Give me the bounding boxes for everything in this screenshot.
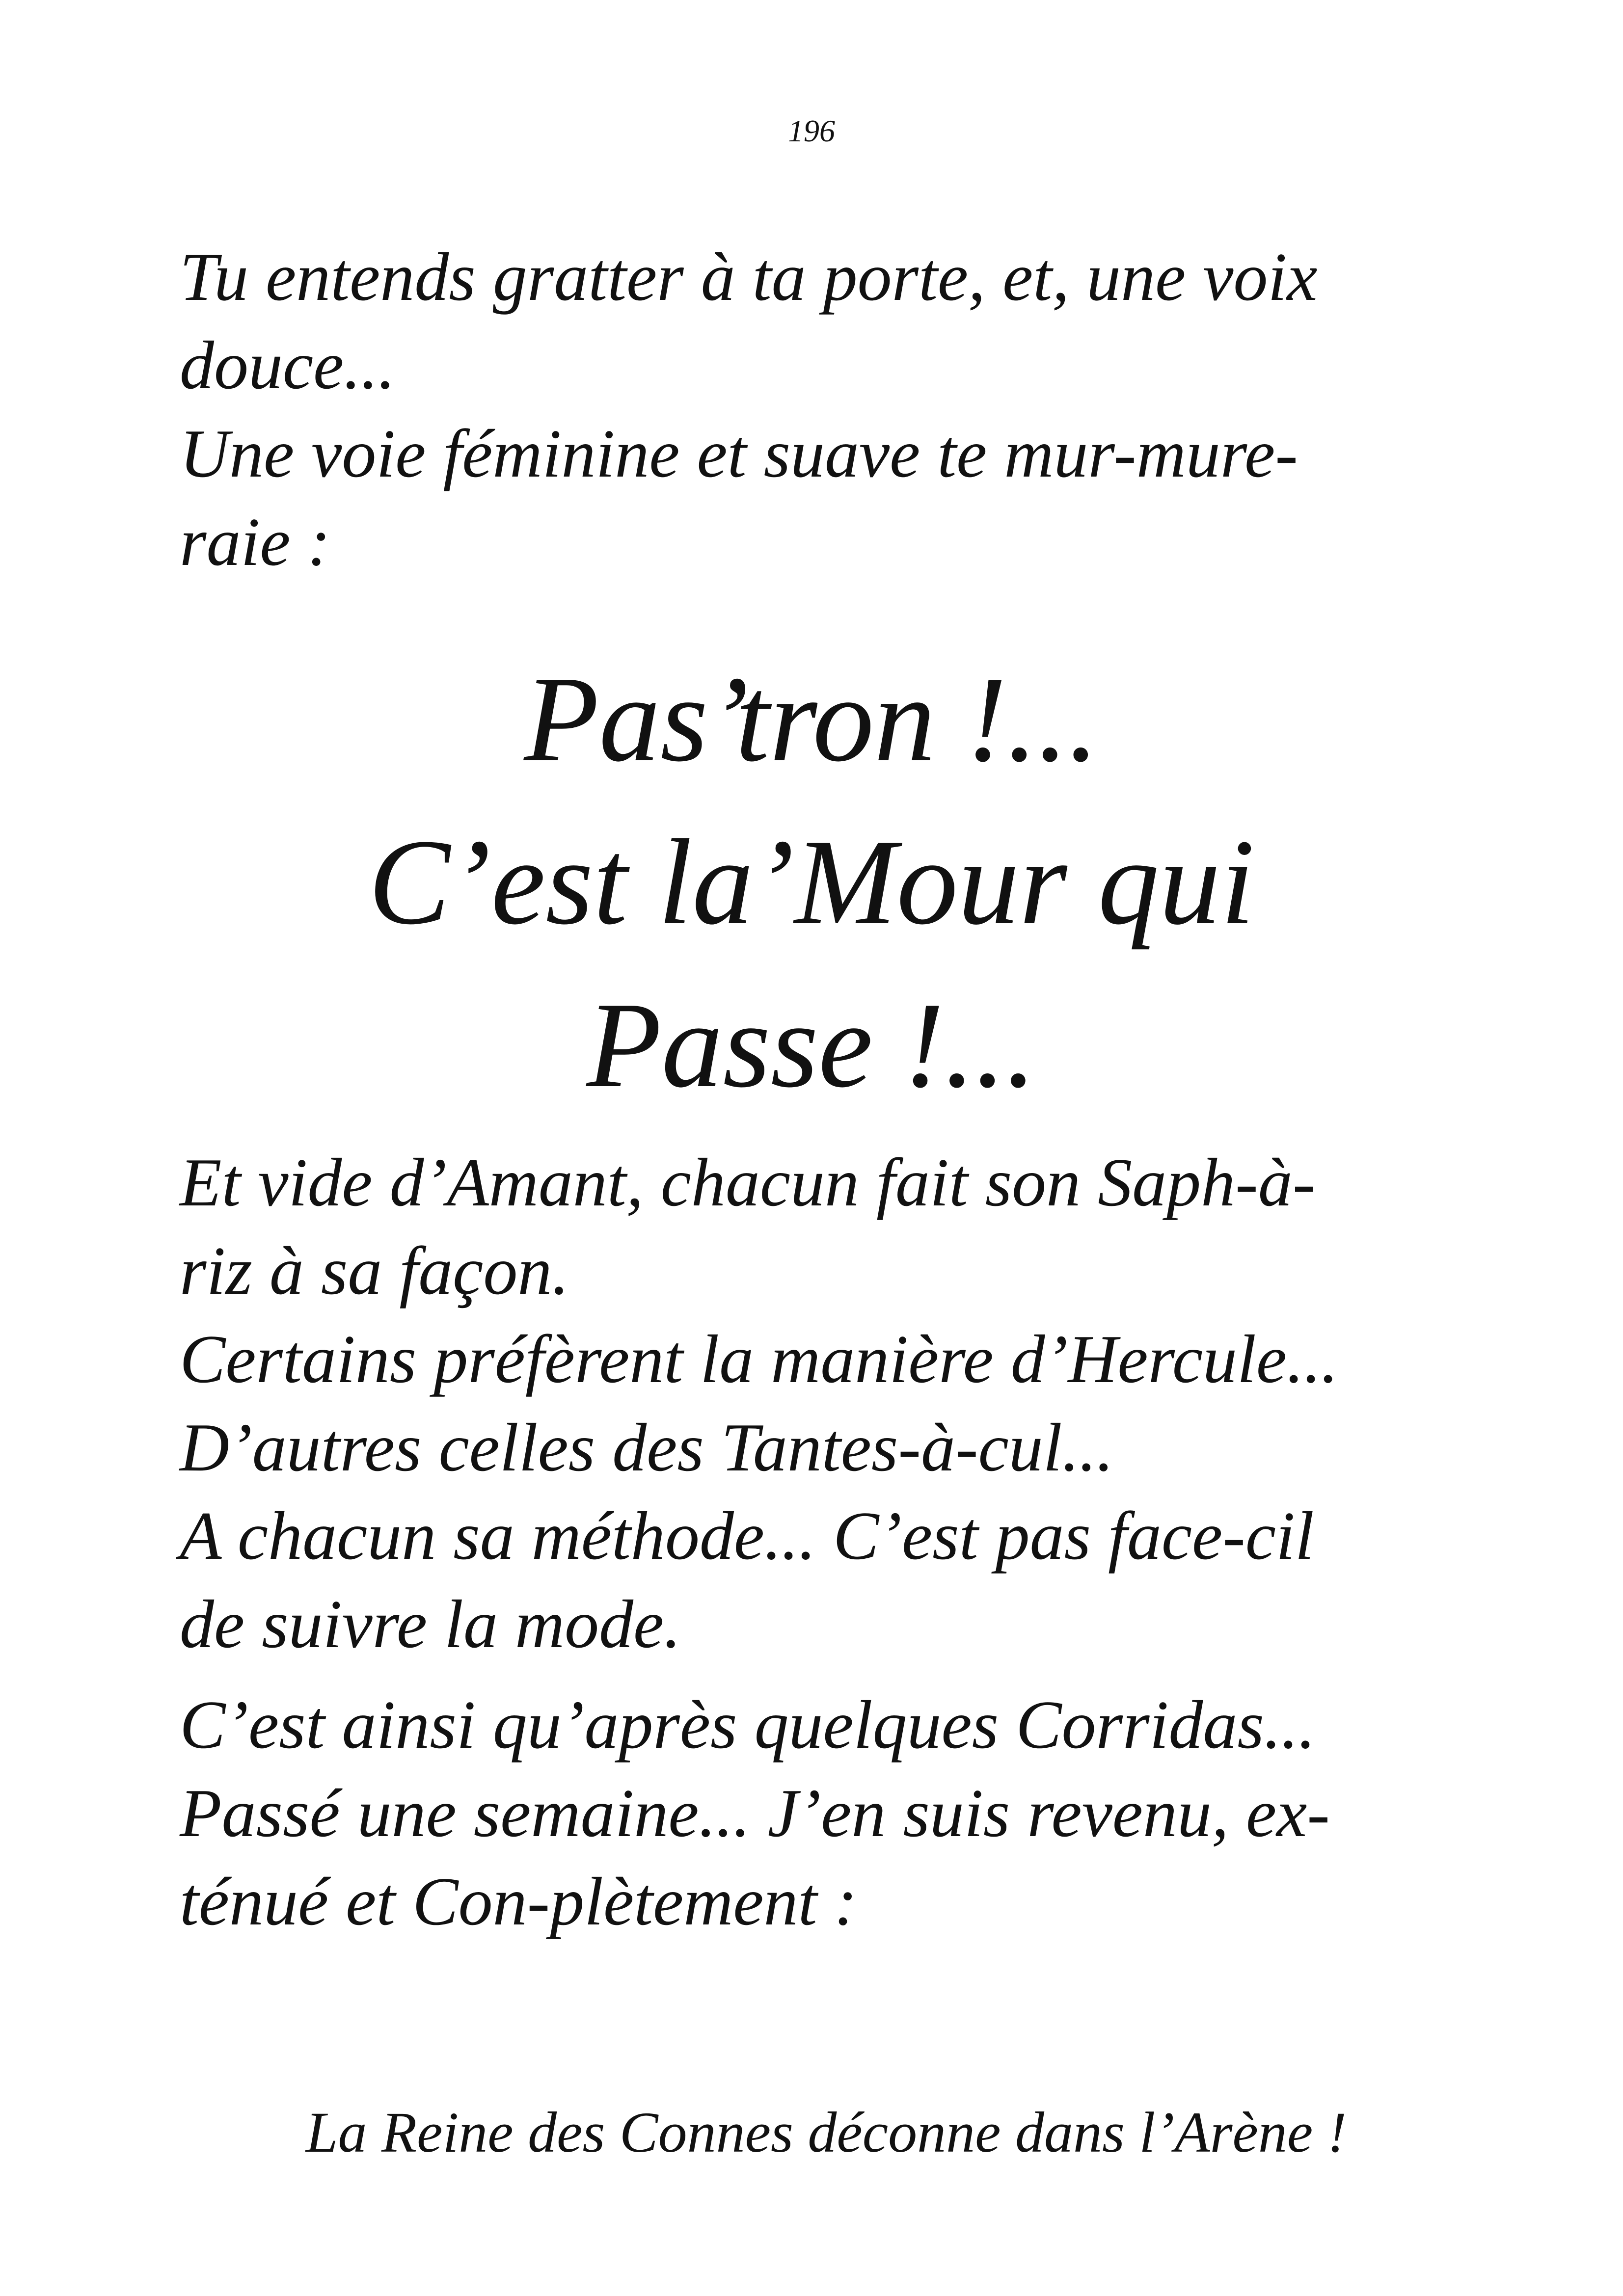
text-line: douce... xyxy=(180,327,396,403)
text-line: C’est ainsi qu’après quelques Corridas... xyxy=(180,1687,1316,1763)
exclamation-heading xyxy=(0,638,1623,1127)
text-line: raie : xyxy=(180,504,331,580)
page-number: 196 xyxy=(788,113,835,148)
text-line: Certains préfèrent la manière d’Hercule... xyxy=(180,1321,1339,1397)
paragraph-intro xyxy=(180,233,1486,587)
exclamation-line: C’est la’Mour qui xyxy=(368,814,1255,950)
text-line: Et vide d’Amant, chacun fait son Saph-à- xyxy=(180,1145,1316,1221)
exclamation-line: Passe !... xyxy=(586,977,1037,1113)
text-line: Tu entends gratter à ta porte, et, une voix xyxy=(180,239,1318,315)
text-line: de suivre la mode. xyxy=(180,1586,681,1662)
exclamation-line: Pas’tron !... xyxy=(524,651,1099,787)
text-line: ténué et Con-plètement : xyxy=(180,1864,858,1940)
text-line: Passé une semaine... J’en suis revenu, ex- xyxy=(180,1775,1330,1851)
footer-title: La Reine des Connes déconne dans l’Arène ! xyxy=(305,2100,1347,2164)
text-line: Une voie féminine et suave te mur-mure- xyxy=(180,416,1298,492)
text-line: D’autres celles des Tantes-à-cul... xyxy=(180,1410,1114,1486)
text-line: riz à sa façon. xyxy=(180,1233,569,1309)
paragraph-closing xyxy=(180,1681,1486,1946)
text-line: A chacun sa méthode... C’est pas face-cil xyxy=(180,1498,1314,1574)
paragraph-middle xyxy=(180,1139,1486,1669)
